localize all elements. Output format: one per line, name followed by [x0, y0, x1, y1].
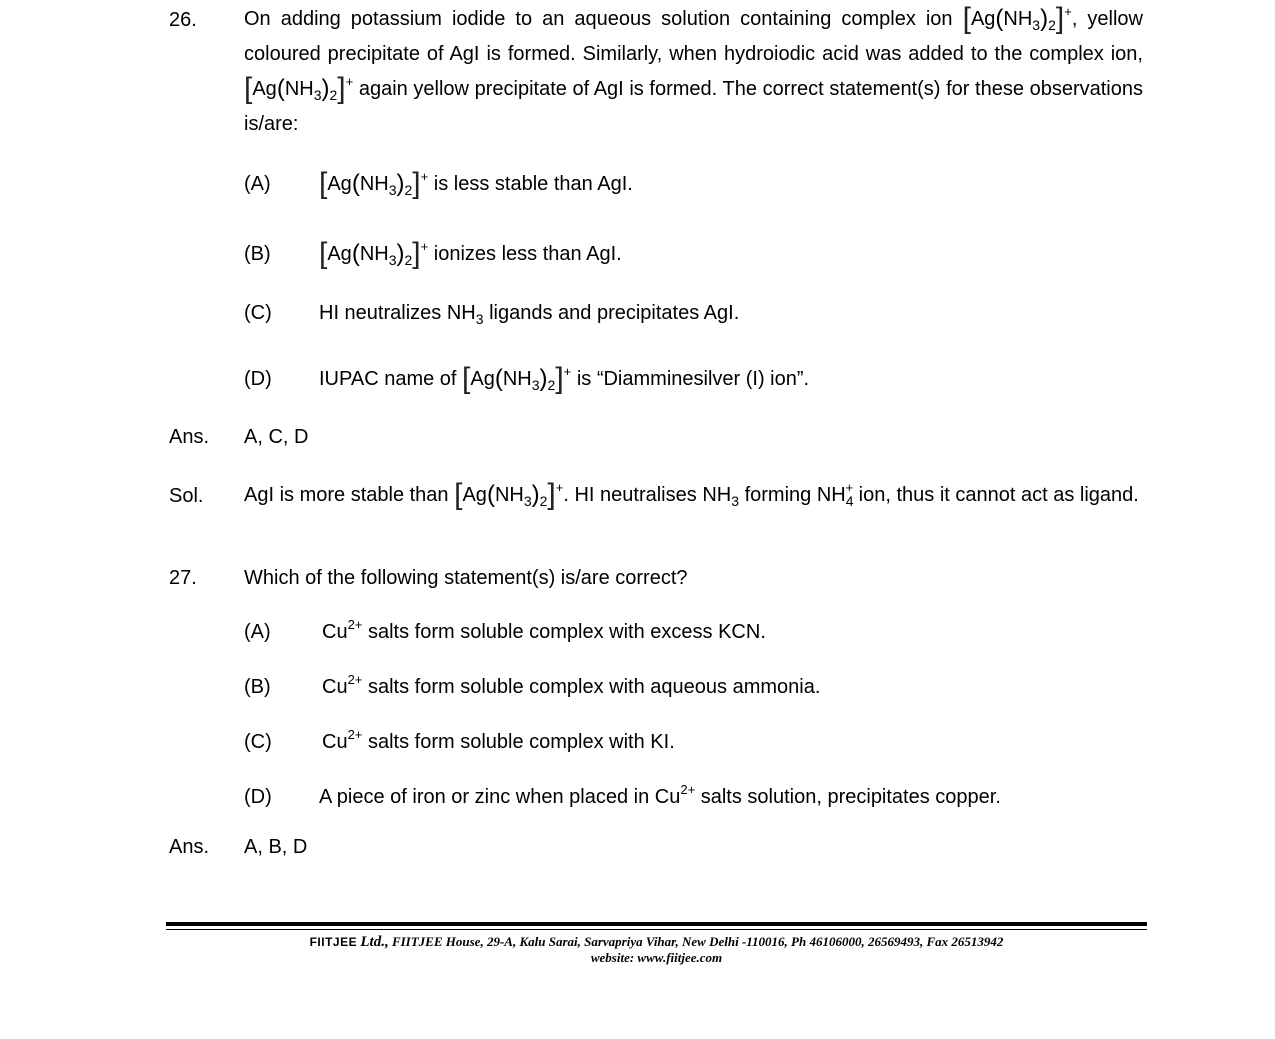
- option-text: $Cu^{2+}$ salts form soluble complex with aqueous ammonia.: [322, 672, 821, 698]
- copper-ion-formula: $Cu^{2+}$: [322, 617, 363, 643]
- option-label: (C): [244, 302, 272, 324]
- option-text: A piece of iron or zinc when placed in $Cu^{2+}$ salts solution, precipitates copper.: [319, 782, 1001, 808]
- option-text: $Cu^{2+}$ salts form soluble complex with excess KCN.: [322, 617, 766, 643]
- copper-ion-formula: $Cu^{2+}$: [322, 727, 363, 753]
- option-text: $[Ag(NH_3)_2]^+$ is less stable than AgI.: [319, 167, 633, 200]
- answer-text: A, C, D: [244, 426, 309, 448]
- complex-ion-formula: $[Ag(NH_3)_2]^+$: [244, 72, 354, 105]
- option-label: (A): [244, 173, 271, 195]
- fiitjee-logo: FIITJEE: [309, 935, 358, 949]
- option-text: HI neutralizes $NH_3$ ligands and precipitates AgI.: [319, 302, 740, 327]
- option-text: IUPAC name of $[Ag(NH_3)_2]^+$ is “Diamminesilver (I) ion”.: [319, 362, 810, 395]
- ammonium-formula: $NH_4^+$: [816, 480, 854, 509]
- ammonia-formula: $NH_3$: [446, 302, 484, 327]
- footer-divider: [166, 922, 1147, 926]
- ammonia-formula: $NH_3$: [702, 484, 739, 509]
- copper-ion-formula: $Cu^{2+}$: [654, 782, 696, 808]
- question-text: On adding potassium iodide to an aqueous solution containing complex ion $[Ag(NH_3)_2]^+$, yellow coloured precipitate of AgI is formed. Similarly, when hydroiodic acid was added to the complex ion, $[Ag(NH_3)_2]^+$ again yellow precipitate of AgI is formed. The correct statement(s) for these observations is/are:: [244, 2, 1143, 135]
- option-label: (D): [244, 368, 272, 390]
- complex-ion-formula: $[Ag(NH_3)_2]^+$: [319, 237, 429, 270]
- option-label: (B): [244, 676, 271, 698]
- option-label: (D): [244, 786, 272, 808]
- option-label: (C): [244, 731, 272, 753]
- complex-ion-formula: $[Ag(NH_3)_2]^+$: [962, 2, 1072, 35]
- answer-label: Ans.: [169, 426, 210, 448]
- option-label: (B): [244, 243, 271, 265]
- question-text: Which of the following statement(s) is/are correct?: [244, 567, 688, 589]
- option-text: $[Ag(NH_3)_2]^+$ ionizes less than AgI.: [319, 237, 622, 270]
- question-number: 27.: [169, 567, 197, 589]
- footer-address: FIITJEE Ltd., FIITJEE House, 29-A, Kalu Sarai, Sarvapriya Vihar, New Delhi -110016, Ph 46106000, 26569493, Fax 26513942: [309, 934, 1004, 950]
- solution-label: Sol.: [169, 485, 204, 507]
- option-label: (A): [244, 621, 271, 643]
- option-text: $Cu^{2+}$ salts form soluble complex with KI.: [322, 727, 675, 753]
- answer-text: A, B, D: [244, 836, 308, 858]
- complex-ion-formula: $[Ag(NH_3)_2]^+$: [454, 478, 564, 511]
- question-number: 26.: [169, 9, 197, 31]
- complex-ion-formula: $[Ag(NH_3)_2]^+$: [319, 167, 429, 200]
- footer-website: website: www.fiitjee.com: [590, 950, 723, 965]
- answer-label: Ans.: [169, 836, 210, 858]
- complex-ion-formula: $[Ag(NH_3)_2]^+$: [462, 362, 572, 395]
- footer-divider: [166, 929, 1147, 930]
- copper-ion-formula: $Cu^{2+}$: [322, 672, 363, 698]
- solution-text: AgI is more stable than $[Ag(NH_3)_2]^+$. HI neutralises $NH_3$ forming $NH_4^+$ ion, thus it cannot act as ligand.: [244, 478, 1139, 511]
